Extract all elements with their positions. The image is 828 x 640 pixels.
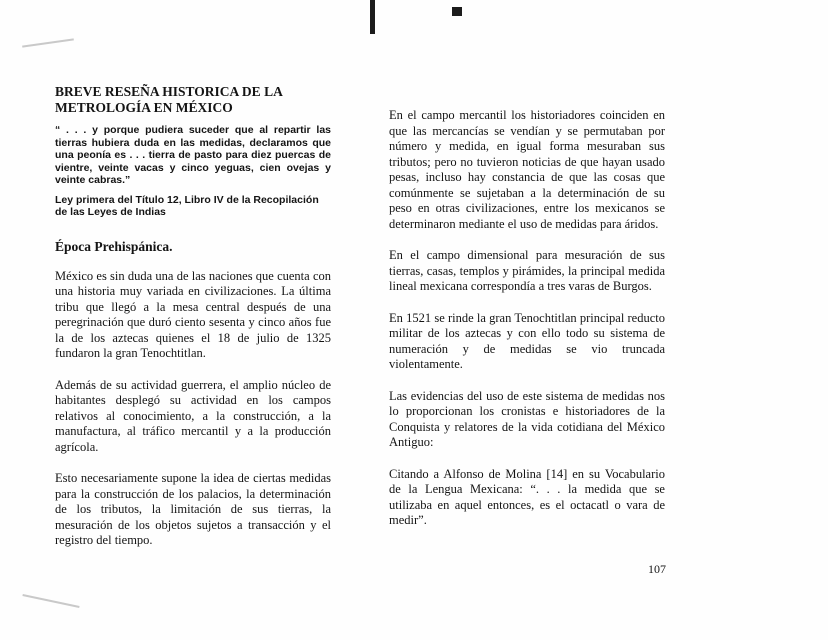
paragraph: Esto necesariamente supone la idea de ciertas medidas para la construcción de los palacios, la determinación de los tributos, la limitación de sus tierras, la mesuración de los objetos sujetos a transacción y el registro del tiempo. [55,471,331,547]
scan-artifact-top-line [370,0,375,34]
paragraph: Citando a Alfonso de Molina [14] en su Vocabulario de la Lengua Mexicana: “. . . la medida que se utilizaba en aquel entonces, es el octacatl o vara de medir”. [389,466,665,527]
paragraph: En el campo mercantil los historiadores coinciden en que las mercancías se vendían y se permutaban por número y medida, en igual forma mesuraban sus tributos; pero no tuvieron noticias de que hayan usado pesas, incluso hay constancia de que las cosas que comúnmente se sujetaban a la determinación de su peso en otras civilizaciones, entre los mexicanos se determinaron mediante el uso de medidas para áridos. [389,108,665,231]
right-column [389,108,665,529]
paragraph: México es sin duda una de las naciones que cuenta con una historia muy variada en civilizaciones. La última tribu que llegó a la mesa central después de una peregrinación que duró ciento sesenta y cinco años fue la de los aztecas quienes el 18 de julio de 1325 fundaron la gran Tenochtitlan. [55,268,331,360]
section-heading-epoca-prehispanica: Época Prehispánica. [55,238,173,254]
page-number: 107 [648,562,666,576]
epigraph-quote: “ . . . y porque pudiera suceder que al repartir las tierras hubiera duda en las medidas, declaramos que una peonía es . . . tierra de pasto para diez puercas de vientre, veinte vacas y cinco yeguas, cien ovejas y veinte cabras.” [55,124,331,186]
paragraph: En 1521 se rinde la gran Tenochtitlan principal reducto militar de los aztecas y con ello todo su sistema de numeración y de medidas se vio truncada violentamente. [389,310,665,371]
epigraph-source: Ley primera del Título 12, Libro IV de la Recopilación de las Leyes de Indias [55,193,319,218]
scan-artifact-top-dot [452,7,462,16]
paragraph: Las evidencias del uso de este sistema de medidas nos lo proporcionan los cronistas e historiadores de la Conquista y relatores de la vida cotidiana del México Antiguo: [389,388,665,449]
scan-artifact-corner-top-left [22,38,74,47]
paragraph: Además de su actividad guerrera, el amplio núcleo de habitantes desplegó su actividad en los campos relativos al conocimiento, a la construcción, a la manufactura, al tráfico mercantil y a la producción agrícola. [55,377,331,454]
document-title: BREVE RESEÑA HISTORICA DE LA METROLOGÍA EN MÉXICO [55,84,283,115]
left-column [55,84,331,549]
scan-artifact-corner-bottom-left [22,594,79,608]
paragraph: En el campo dimensional para mesuración de sus tierras, casas, templos y pirámides, la principal medida lineal mexicana correspondía a tres varas de Burgos. [389,248,665,293]
